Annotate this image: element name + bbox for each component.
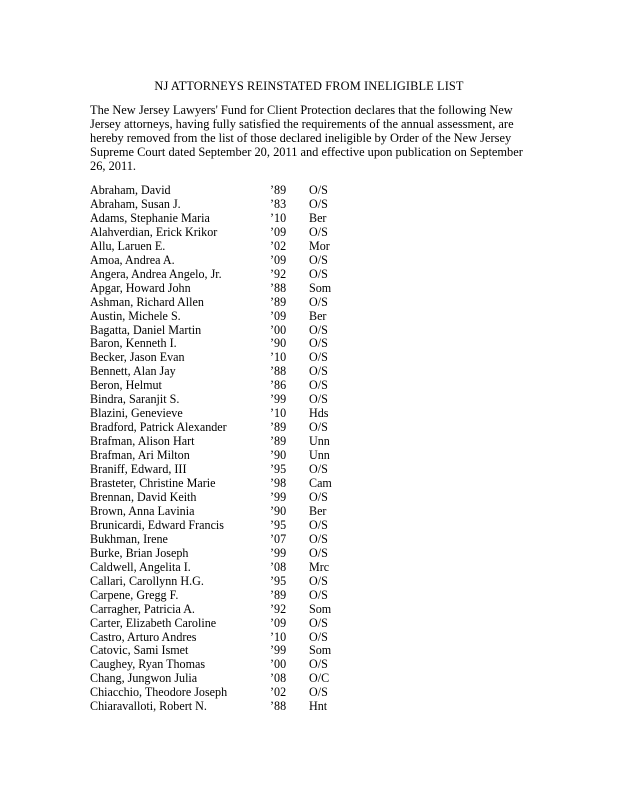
attorney-row	[90, 547, 390, 561]
county-code: O/S	[309, 322, 328, 337]
attorney-row	[90, 477, 390, 491]
attorney-row	[90, 268, 390, 282]
attorney-row	[90, 700, 390, 714]
county-code: O/S	[309, 183, 328, 197]
admission-year: ’10	[270, 406, 287, 421]
attorney-name: Chang, Jungwon Julia	[90, 671, 198, 686]
attorney-name: Carter, Elizabeth Caroline	[90, 615, 217, 630]
admission-year: ’90	[270, 448, 287, 463]
admission-year: ’99	[270, 545, 287, 560]
county-code: Ber	[309, 503, 327, 518]
county-code: Ber	[309, 308, 327, 323]
county-code: O/S	[309, 462, 328, 477]
county-code: O/S	[309, 420, 328, 435]
attorney-name: Braniff, Edward, III	[90, 462, 187, 477]
attorney-name: Bindra, Saranjit S.	[90, 392, 180, 407]
attorney-name: Abraham, David	[90, 183, 171, 197]
attorney-name: Baron, Kenneth I.	[90, 336, 177, 351]
document-title: NJ ATTORNEYS REINSTATED FROM INELIGIBLE LIST	[154, 79, 464, 93]
county-code: Som	[309, 643, 332, 658]
attorney-row	[90, 198, 390, 212]
admission-year: ’95	[270, 517, 287, 532]
admission-year: ’92	[270, 601, 287, 616]
county-code: O/S	[309, 224, 328, 239]
county-code: O/C	[309, 671, 330, 686]
admission-year: ’10	[270, 210, 287, 225]
attorney-row	[90, 365, 390, 379]
admission-year: ’00	[270, 657, 287, 672]
attorney-name: Bagatta, Daniel Martin	[90, 322, 202, 337]
admission-year: ’95	[270, 462, 287, 477]
admission-year: ’89	[270, 294, 287, 309]
county-code: O/S	[309, 531, 328, 546]
attorney-name: Chiacchio, Theodore Joseph	[90, 685, 228, 700]
attorney-row	[90, 686, 390, 700]
county-code: Unn	[309, 434, 330, 449]
attorney-row	[90, 337, 390, 351]
county-code: O/S	[309, 685, 328, 700]
admission-year: ’98	[270, 476, 287, 491]
admission-year: ’88	[270, 364, 287, 379]
admission-year: ’09	[270, 615, 287, 630]
county-code: O/S	[309, 336, 328, 351]
attorney-row	[90, 379, 390, 393]
intro-paragraph: The New Jersey Lawyers' Fund for Client Protection declares that the following New Jersey attorneys, having fully satisfied the requirements of the annual assessment, are hereby removed from the list of those declared ineligible by Order of the New Jersey Supreme Court dated September 20, 2011 and effective upon publication on September 26, 2011.	[90, 103, 523, 174]
admission-year: ’89	[270, 183, 287, 197]
attorney-row	[90, 672, 390, 686]
county-code: Hnt	[309, 699, 328, 714]
attorney-row	[90, 617, 390, 631]
county-code: O/S	[309, 196, 328, 211]
admission-year: ’90	[270, 336, 287, 351]
admission-year: ’09	[270, 308, 287, 323]
attorney-row	[90, 393, 390, 407]
attorney-name: Allu, Laruen E.	[90, 238, 166, 253]
attorney-name: Catovic, Sami Ismet	[90, 643, 189, 658]
attorney-row	[90, 575, 390, 589]
admission-year: ’08	[270, 671, 287, 686]
county-code: O/S	[309, 489, 328, 504]
attorney-name: Brafman, Alison Hart	[90, 434, 195, 449]
county-code: Unn	[309, 448, 330, 463]
admission-year: ’88	[270, 699, 287, 714]
attorney-row	[90, 491, 390, 505]
attorney-name: Caughey, Ryan Thomas	[90, 657, 206, 672]
admission-year: ’09	[270, 224, 287, 239]
county-code: Som	[309, 601, 332, 616]
admission-year: ’10	[270, 350, 287, 365]
attorney-name: Brafman, Ari Milton	[90, 448, 190, 463]
attorney-row	[90, 324, 390, 338]
attorney-row	[90, 589, 390, 603]
attorney-row	[90, 561, 390, 575]
attorney-row	[90, 296, 390, 310]
attorney-row	[90, 519, 390, 533]
attorney-row	[90, 631, 390, 645]
county-code: O/S	[309, 517, 328, 532]
admission-year: ’83	[270, 196, 287, 211]
county-code: O/S	[309, 350, 328, 365]
county-code: O/S	[309, 252, 328, 267]
admission-year: ’89	[270, 420, 287, 435]
admission-year: ’08	[270, 559, 287, 574]
attorney-list	[90, 184, 390, 714]
admission-year: ’86	[270, 378, 287, 393]
admission-year: ’90	[270, 503, 287, 518]
admission-year: ’88	[270, 280, 287, 295]
attorney-row	[90, 184, 390, 198]
attorney-name: Becker, Jason Evan	[90, 350, 185, 365]
county-code: O/S	[309, 629, 328, 644]
attorney-name: Ashman, Richard Allen	[90, 294, 204, 309]
attorney-row	[90, 407, 390, 421]
admission-year: ’89	[270, 587, 287, 602]
admission-year: ’99	[270, 392, 287, 407]
attorney-name: Brunicardi, Edward Francis	[90, 517, 224, 532]
county-code: O/S	[309, 392, 328, 407]
county-code: Mor	[309, 238, 330, 253]
county-code: O/S	[309, 266, 328, 281]
attorney-name: Beron, Helmut	[90, 378, 162, 393]
attorney-row	[90, 226, 390, 240]
admission-year: ’10	[270, 629, 287, 644]
attorney-name: Alahverdian, Erick Krikor	[90, 224, 218, 239]
county-code: O/S	[309, 364, 328, 379]
attorney-name: Brasteter, Christine Marie	[90, 476, 216, 491]
attorney-row	[90, 310, 390, 324]
admission-year: ’89	[270, 434, 287, 449]
county-code: Mrc	[309, 559, 330, 574]
attorney-name: Bradford, Patrick Alexander	[90, 420, 227, 435]
attorney-row	[90, 644, 390, 658]
county-code: Hds	[309, 406, 329, 421]
county-code: Ber	[309, 210, 327, 225]
attorney-row	[90, 351, 390, 365]
county-code: Cam	[309, 476, 332, 491]
county-code: O/S	[309, 294, 328, 309]
admission-year: ’09	[270, 252, 287, 267]
attorney-row	[90, 212, 390, 226]
admission-year: ’07	[270, 531, 287, 546]
attorney-name: Brown, Anna Lavinia	[90, 503, 195, 518]
attorney-name: Amoa, Andrea A.	[90, 252, 175, 267]
county-code: O/S	[309, 545, 328, 560]
county-code: O/S	[309, 587, 328, 602]
attorney-row	[90, 240, 390, 254]
county-code: O/S	[309, 615, 328, 630]
admission-year: ’02	[270, 238, 287, 253]
attorney-name: Castro, Arturo Andres	[90, 629, 197, 644]
attorney-name: Callari, Carollynn H.G.	[90, 573, 204, 588]
attorney-row	[90, 421, 390, 435]
attorney-name: Abraham, Susan J.	[90, 196, 181, 211]
attorney-name: Bukhman, Irene	[90, 531, 168, 546]
county-code: O/S	[309, 573, 328, 588]
admission-year: ’02	[270, 685, 287, 700]
county-code: O/S	[309, 378, 328, 393]
attorney-name: Adams, Stephanie Maria	[90, 210, 210, 225]
attorney-row	[90, 658, 390, 672]
attorney-name: Carpene, Gregg F.	[90, 587, 179, 602]
attorney-row	[90, 505, 390, 519]
attorney-row	[90, 603, 390, 617]
county-code: O/S	[309, 657, 328, 672]
admission-year: ’00	[270, 322, 287, 337]
attorney-row	[90, 282, 390, 296]
attorney-name: Caldwell, Angelita I.	[90, 559, 191, 574]
attorney-name: Blazini, Genevieve	[90, 406, 183, 421]
attorney-name: Chiaravalloti, Robert N.	[90, 699, 207, 714]
attorney-row	[90, 435, 390, 449]
attorney-name: Angera, Andrea Angelo, Jr.	[90, 266, 222, 281]
attorney-name: Brennan, David Keith	[90, 489, 197, 504]
attorney-row	[90, 463, 390, 477]
admission-year: ’99	[270, 489, 287, 504]
attorney-name: Bennett, Alan Jay	[90, 364, 176, 379]
admission-year: ’95	[270, 573, 287, 588]
admission-year: ’92	[270, 266, 287, 281]
attorney-row	[90, 254, 390, 268]
attorney-row	[90, 449, 390, 463]
attorney-name: Apgar, Howard John	[90, 280, 191, 295]
attorney-name: Austin, Michele S.	[90, 308, 181, 323]
county-code: Som	[309, 280, 332, 295]
attorney-name: Carragher, Patricia A.	[90, 601, 195, 616]
attorney-row	[90, 533, 390, 547]
admission-year: ’99	[270, 643, 287, 658]
attorney-name: Burke, Brian Joseph	[90, 545, 189, 560]
